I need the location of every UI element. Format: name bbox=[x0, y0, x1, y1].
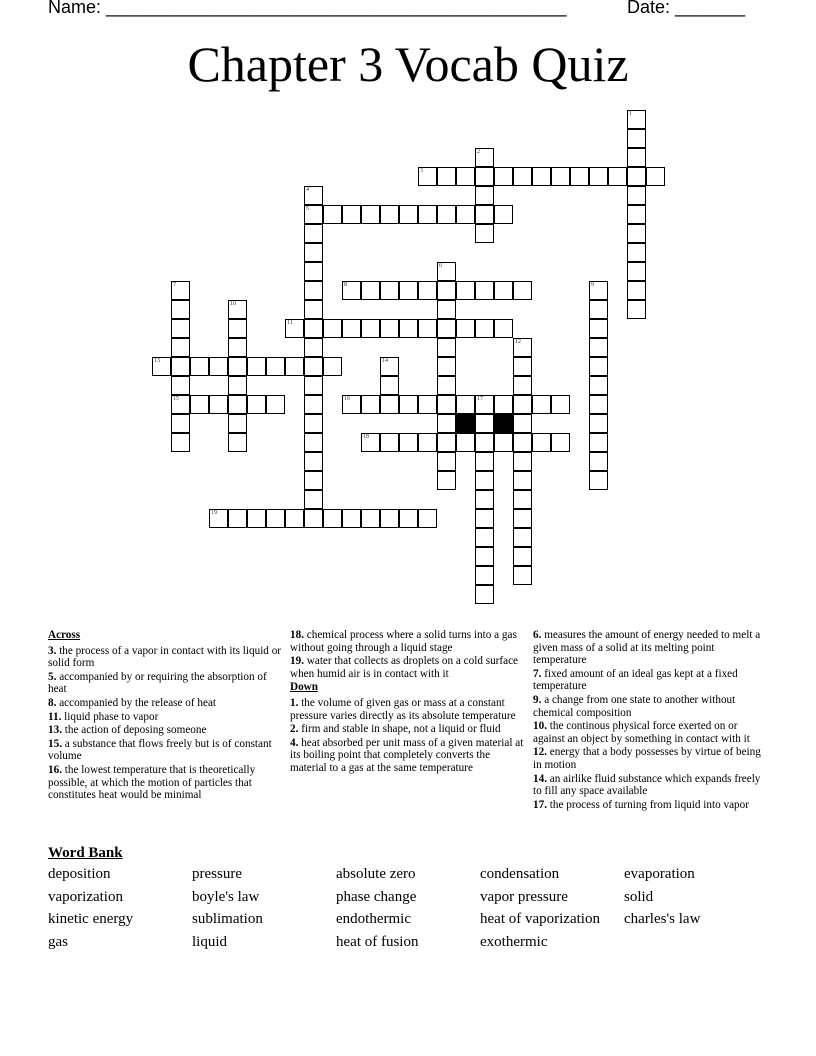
grid-cell[interactable] bbox=[399, 319, 418, 338]
grid-cell[interactable] bbox=[342, 319, 361, 338]
grid-cell[interactable] bbox=[456, 167, 475, 186]
grid-cell[interactable] bbox=[380, 395, 399, 414]
grid-cell[interactable] bbox=[247, 395, 266, 414]
grid-cell[interactable] bbox=[627, 110, 646, 129]
grid-cell[interactable] bbox=[475, 471, 494, 490]
grid-cell[interactable] bbox=[323, 357, 342, 376]
clues-column-1 bbox=[48, 629, 283, 803]
grid-cell[interactable] bbox=[437, 338, 456, 357]
grid-cell[interactable] bbox=[418, 433, 437, 452]
grid-cell[interactable] bbox=[627, 281, 646, 300]
clue-number: 14 bbox=[382, 358, 388, 364]
grid-cell[interactable] bbox=[627, 224, 646, 243]
grid-cell[interactable] bbox=[190, 395, 209, 414]
grid-cell[interactable] bbox=[551, 167, 570, 186]
grid-cell[interactable] bbox=[646, 167, 665, 186]
grid-cell[interactable] bbox=[513, 338, 532, 357]
word-bank-item: endothermic bbox=[336, 911, 411, 928]
grid-cell[interactable] bbox=[285, 357, 304, 376]
grid-cell[interactable] bbox=[304, 433, 323, 452]
grid-cell[interactable] bbox=[437, 167, 456, 186]
grid-cell[interactable] bbox=[323, 205, 342, 224]
grid-cell[interactable] bbox=[361, 205, 380, 224]
word-bank-item: evaporation bbox=[624, 866, 695, 882]
clue-across-13: 13. the action of deposing someone bbox=[48, 724, 207, 737]
grid-cell[interactable] bbox=[475, 509, 494, 528]
clue-number: 10 bbox=[230, 301, 236, 307]
clue-number: 4 bbox=[306, 187, 309, 193]
grid-cell[interactable] bbox=[475, 148, 494, 167]
grid-cell[interactable] bbox=[342, 395, 361, 414]
grid-cell[interactable] bbox=[228, 319, 247, 338]
grid-cell[interactable] bbox=[304, 471, 323, 490]
grid-cell[interactable] bbox=[304, 300, 323, 319]
grid-cell[interactable] bbox=[456, 281, 475, 300]
grid-cell[interactable] bbox=[228, 357, 247, 376]
grid-cell[interactable] bbox=[494, 281, 513, 300]
word-bank bbox=[48, 866, 768, 957]
grid-cell[interactable] bbox=[475, 433, 494, 452]
clue-down-14: 14. an airlike fluid substance which expands freely to fill any space available bbox=[533, 772, 761, 798]
clue-number: 15 bbox=[173, 396, 179, 402]
date-field[interactable]: Date: _______ bbox=[627, 0, 746, 17]
grid-cell[interactable] bbox=[589, 338, 608, 357]
grid-cell[interactable] bbox=[551, 395, 570, 414]
grid-cell[interactable] bbox=[228, 376, 247, 395]
grid-cell[interactable] bbox=[266, 509, 285, 528]
grid-cell[interactable] bbox=[475, 585, 494, 604]
grid-cell[interactable] bbox=[418, 281, 437, 300]
grid-cell[interactable] bbox=[304, 376, 323, 395]
grid-cell[interactable] bbox=[380, 357, 399, 376]
grid-cell[interactable] bbox=[608, 167, 627, 186]
word-bank-item: sublimation bbox=[192, 911, 263, 928]
grid-cell[interactable] bbox=[513, 509, 532, 528]
clue-across-18: 18. chemical process where a solid turns into a gas without going through a liquid stage bbox=[290, 629, 517, 654]
grid-cell[interactable] bbox=[361, 319, 380, 338]
clue-number: 18 bbox=[363, 434, 369, 440]
grid-cell[interactable] bbox=[513, 452, 532, 471]
grid-cell[interactable] bbox=[418, 319, 437, 338]
clue-number: 6 bbox=[439, 263, 442, 269]
grid-cell[interactable] bbox=[228, 395, 247, 414]
clue-number: 16 bbox=[344, 396, 350, 402]
grid-cell[interactable] bbox=[475, 281, 494, 300]
grid-cell[interactable] bbox=[304, 357, 323, 376]
grid-cell[interactable] bbox=[627, 167, 646, 186]
clue-down-17: 17. the process of turning from liquid into vapor bbox=[533, 798, 749, 811]
grid-cell[interactable] bbox=[437, 281, 456, 300]
grid-cell[interactable] bbox=[627, 129, 646, 148]
word-bank-item: gas bbox=[48, 934, 68, 951]
grid-cell[interactable] bbox=[513, 471, 532, 490]
grid-cell[interactable] bbox=[380, 319, 399, 338]
grid-cell[interactable] bbox=[589, 452, 608, 471]
grid-cell[interactable] bbox=[570, 167, 589, 186]
grid-cell[interactable] bbox=[475, 414, 494, 433]
word-bank-item: kinetic energy bbox=[48, 911, 134, 928]
black-cell bbox=[456, 414, 475, 433]
grid-cell[interactable] bbox=[513, 414, 532, 433]
grid-cell[interactable] bbox=[437, 433, 456, 452]
grid-cell[interactable] bbox=[399, 433, 418, 452]
down-heading: Down bbox=[290, 681, 318, 694]
grid-cell[interactable] bbox=[266, 395, 285, 414]
grid-cell[interactable] bbox=[532, 167, 551, 186]
grid-cell[interactable] bbox=[627, 205, 646, 224]
grid-cell[interactable] bbox=[171, 338, 190, 357]
grid-cell[interactable] bbox=[475, 566, 494, 585]
grid-cell[interactable] bbox=[304, 338, 323, 357]
grid-cell[interactable] bbox=[437, 300, 456, 319]
grid-cell[interactable] bbox=[304, 414, 323, 433]
grid-cell[interactable] bbox=[361, 509, 380, 528]
clues-column-3 bbox=[533, 629, 768, 812]
clue-number: 9 bbox=[591, 282, 594, 288]
grid-cell[interactable] bbox=[513, 357, 532, 376]
grid-cell[interactable] bbox=[304, 281, 323, 300]
grid-cell[interactable] bbox=[475, 395, 494, 414]
grid-cell[interactable] bbox=[589, 281, 608, 300]
grid-cell[interactable] bbox=[437, 357, 456, 376]
grid-cell[interactable] bbox=[551, 433, 570, 452]
word-bank-title: Word Bank bbox=[48, 845, 123, 861]
grid-cell[interactable] bbox=[247, 509, 266, 528]
grid-cell[interactable] bbox=[475, 547, 494, 566]
clues-column-2 bbox=[290, 629, 525, 776]
grid-cell[interactable] bbox=[437, 452, 456, 471]
clue-across-3: 3. the process of a vapor in contact with its liquid or solid form bbox=[48, 644, 282, 670]
clue-down-2: 2. firm and stable in shape, not a liquid or fluid bbox=[290, 723, 501, 736]
word-bank-item: exothermic bbox=[480, 934, 548, 951]
grid-cell[interactable] bbox=[304, 205, 323, 224]
black-cell bbox=[494, 414, 513, 433]
grid-cell[interactable] bbox=[589, 300, 608, 319]
grid-cell[interactable] bbox=[437, 205, 456, 224]
grid-cell[interactable] bbox=[209, 357, 228, 376]
grid-cell[interactable] bbox=[589, 167, 608, 186]
clue-down-10: 10. the continous physical force exerted on or against an object by something in contact with it bbox=[533, 720, 750, 745]
grid-cell[interactable] bbox=[418, 167, 437, 186]
grid-cell[interactable] bbox=[399, 205, 418, 224]
grid-cell[interactable] bbox=[171, 281, 190, 300]
clue-across-11: 11. liquid phase to vapor bbox=[48, 710, 159, 723]
grid-cell[interactable] bbox=[228, 338, 247, 357]
grid-cell[interactable] bbox=[266, 357, 285, 376]
grid-cell[interactable] bbox=[456, 319, 475, 338]
clue-down-6: 6. measures the amount of energy needed to melt a given mass of a solid at its melting point temperature bbox=[533, 629, 761, 667]
across-heading: Across bbox=[48, 629, 81, 641]
grid-cell[interactable] bbox=[171, 319, 190, 338]
grid-cell[interactable] bbox=[399, 281, 418, 300]
clue-number: 2 bbox=[477, 149, 480, 155]
clue-down-4: 4. heat absorbed per unit mass of a given material at its boiling point that completely converts the material to a gas at the same temperature bbox=[290, 736, 524, 774]
grid-cell[interactable] bbox=[475, 319, 494, 338]
clue-number: 17 bbox=[477, 396, 483, 402]
clue-down-9: 9. a change from one state to another without chemical composition bbox=[533, 693, 736, 719]
grid-cell[interactable] bbox=[627, 300, 646, 319]
grid-cell[interactable] bbox=[627, 148, 646, 167]
clue-across-15: 15. a substance that flows freely but is of constant volume bbox=[48, 737, 272, 763]
grid-cell[interactable] bbox=[228, 414, 247, 433]
clue-number: 13 bbox=[154, 358, 160, 364]
grid-cell[interactable] bbox=[171, 300, 190, 319]
grid-cell[interactable] bbox=[171, 414, 190, 433]
grid-cell[interactable] bbox=[513, 566, 532, 585]
clue-number: 19 bbox=[211, 510, 217, 516]
word-bank-item: vapor pressure bbox=[480, 888, 568, 905]
grid-cell[interactable] bbox=[380, 433, 399, 452]
grid-cell[interactable] bbox=[532, 395, 551, 414]
grid-cell[interactable] bbox=[171, 376, 190, 395]
clue-number: 7 bbox=[173, 282, 176, 288]
grid-cell[interactable] bbox=[494, 395, 513, 414]
grid-cell[interactable] bbox=[589, 357, 608, 376]
grid-cell[interactable] bbox=[171, 433, 190, 452]
grid-cell[interactable] bbox=[589, 376, 608, 395]
grid-cell[interactable] bbox=[513, 167, 532, 186]
grid-cell[interactable] bbox=[380, 205, 399, 224]
word-bank-item: heat of fusion bbox=[336, 934, 419, 951]
grid-cell[interactable] bbox=[475, 528, 494, 547]
grid-cell[interactable] bbox=[437, 262, 456, 281]
grid-cell[interactable] bbox=[589, 395, 608, 414]
grid-cell[interactable] bbox=[418, 509, 437, 528]
grid-cell[interactable] bbox=[285, 509, 304, 528]
grid-cell[interactable] bbox=[380, 509, 399, 528]
grid-cell[interactable] bbox=[627, 262, 646, 281]
clue-number: 5 bbox=[306, 206, 309, 212]
grid-cell[interactable] bbox=[304, 262, 323, 281]
word-bank-item: phase change bbox=[336, 888, 417, 905]
grid-cell[interactable] bbox=[494, 319, 513, 338]
grid-cell[interactable] bbox=[494, 205, 513, 224]
grid-cell[interactable] bbox=[209, 509, 228, 528]
grid-cell[interactable] bbox=[152, 357, 171, 376]
clue-across-19: 19. water that collects as droplets on a cold surface when humid air is in contact with it bbox=[290, 655, 519, 680]
grid-cell[interactable] bbox=[304, 186, 323, 205]
grid-cell[interactable] bbox=[304, 490, 323, 509]
word-bank-item: charles's law bbox=[624, 911, 701, 928]
grid-cell[interactable] bbox=[589, 433, 608, 452]
grid-cell[interactable] bbox=[494, 433, 513, 452]
word-bank-item: condensation bbox=[480, 866, 560, 882]
grid-cell[interactable] bbox=[513, 490, 532, 509]
grid-cell[interactable] bbox=[342, 509, 361, 528]
grid-cell[interactable] bbox=[589, 319, 608, 338]
grid-cell[interactable] bbox=[627, 243, 646, 262]
grid-cell[interactable] bbox=[304, 395, 323, 414]
grid-cell[interactable] bbox=[475, 167, 494, 186]
word-bank-item: absolute zero bbox=[336, 866, 416, 882]
grid-cell[interactable] bbox=[475, 452, 494, 471]
grid-cell[interactable] bbox=[171, 395, 190, 414]
grid-cell[interactable] bbox=[475, 224, 494, 243]
grid-cell[interactable] bbox=[513, 395, 532, 414]
grid-cell[interactable] bbox=[437, 319, 456, 338]
grid-cell[interactable] bbox=[361, 433, 380, 452]
grid-cell[interactable] bbox=[399, 395, 418, 414]
grid-cell[interactable] bbox=[361, 281, 380, 300]
clue-number: 1 bbox=[629, 111, 632, 117]
grid-cell[interactable] bbox=[456, 395, 475, 414]
page-title: Chapter 3 Vocab Quiz bbox=[187, 36, 629, 92]
grid-cell[interactable] bbox=[513, 547, 532, 566]
clue-down-12: 12. energy that a body possesses by virtue of being in motion bbox=[533, 746, 761, 771]
word-bank-item: solid bbox=[624, 888, 654, 905]
grid-cell[interactable] bbox=[475, 205, 494, 224]
word-bank-item: liquid bbox=[192, 934, 228, 951]
clue-number: 3 bbox=[420, 168, 423, 174]
grid-cell[interactable] bbox=[247, 357, 266, 376]
grid-cell[interactable] bbox=[456, 433, 475, 452]
grid-cell[interactable] bbox=[342, 205, 361, 224]
grid-cell[interactable] bbox=[513, 376, 532, 395]
grid-cell[interactable] bbox=[437, 471, 456, 490]
grid-cell[interactable] bbox=[475, 186, 494, 205]
word-bank-item: vaporization bbox=[48, 888, 123, 905]
grid-cell[interactable] bbox=[437, 376, 456, 395]
grid-cell[interactable] bbox=[190, 357, 209, 376]
grid-cell[interactable] bbox=[323, 319, 342, 338]
grid-cell[interactable] bbox=[589, 414, 608, 433]
grid-cell[interactable] bbox=[380, 376, 399, 395]
grid-cell[interactable] bbox=[228, 509, 247, 528]
grid-cell[interactable] bbox=[342, 281, 361, 300]
grid-cell[interactable] bbox=[285, 319, 304, 338]
grid-cell[interactable] bbox=[475, 490, 494, 509]
grid-cell[interactable] bbox=[304, 452, 323, 471]
grid-cell[interactable] bbox=[304, 319, 323, 338]
word-bank-item: deposition bbox=[48, 866, 111, 882]
grid-cell[interactable] bbox=[228, 433, 247, 452]
grid-cell[interactable] bbox=[494, 167, 513, 186]
grid-cell[interactable] bbox=[228, 300, 247, 319]
grid-cell[interactable] bbox=[380, 281, 399, 300]
grid-cell[interactable] bbox=[627, 186, 646, 205]
grid-cell[interactable] bbox=[532, 433, 551, 452]
grid-cell[interactable] bbox=[304, 243, 323, 262]
grid-cell[interactable] bbox=[513, 433, 532, 452]
clue-down-7: 7. fixed amount of an ideal gas kept at a fixed temperature bbox=[533, 667, 738, 693]
grid-cell[interactable] bbox=[323, 509, 342, 528]
grid-cell[interactable] bbox=[304, 509, 323, 528]
word-bank-item: heat of vaporization bbox=[480, 911, 600, 928]
clue-number: 8 bbox=[344, 282, 347, 288]
grid-cell[interactable] bbox=[589, 471, 608, 490]
grid-cell[interactable] bbox=[418, 205, 437, 224]
grid-cell[interactable] bbox=[418, 395, 437, 414]
word-bank-item: boyle's law bbox=[192, 888, 260, 905]
grid-cell[interactable] bbox=[361, 395, 380, 414]
clue-across-16: 16. the lowest temperature that is theoretically possible, at which the motion of particles that constitutes heat would be minimal bbox=[48, 763, 256, 802]
clue-across-5: 5. accompanied by or requiring the absorption of heat bbox=[48, 670, 267, 696]
grid-cell[interactable] bbox=[437, 414, 456, 433]
clue-number: 12 bbox=[515, 339, 521, 345]
grid-cell[interactable] bbox=[437, 395, 456, 414]
clue-down-1: 1. the volume of given gas or mass at a constant pressure varies directly as its absolute temperature bbox=[290, 696, 516, 722]
grid-cell[interactable] bbox=[456, 205, 475, 224]
name-field[interactable]: Name: ______________________________________________ bbox=[48, 0, 567, 17]
clue-across-8: 8. accompanied by the release of heat bbox=[48, 696, 217, 709]
grid-cell[interactable] bbox=[513, 281, 532, 300]
grid-cell[interactable] bbox=[399, 509, 418, 528]
grid-cell[interactable] bbox=[304, 224, 323, 243]
grid-cell[interactable] bbox=[209, 395, 228, 414]
grid-cell[interactable] bbox=[513, 528, 532, 547]
word-bank-item: pressure bbox=[192, 866, 242, 882]
grid-cell[interactable] bbox=[171, 357, 190, 376]
clue-number: 11 bbox=[287, 320, 293, 326]
